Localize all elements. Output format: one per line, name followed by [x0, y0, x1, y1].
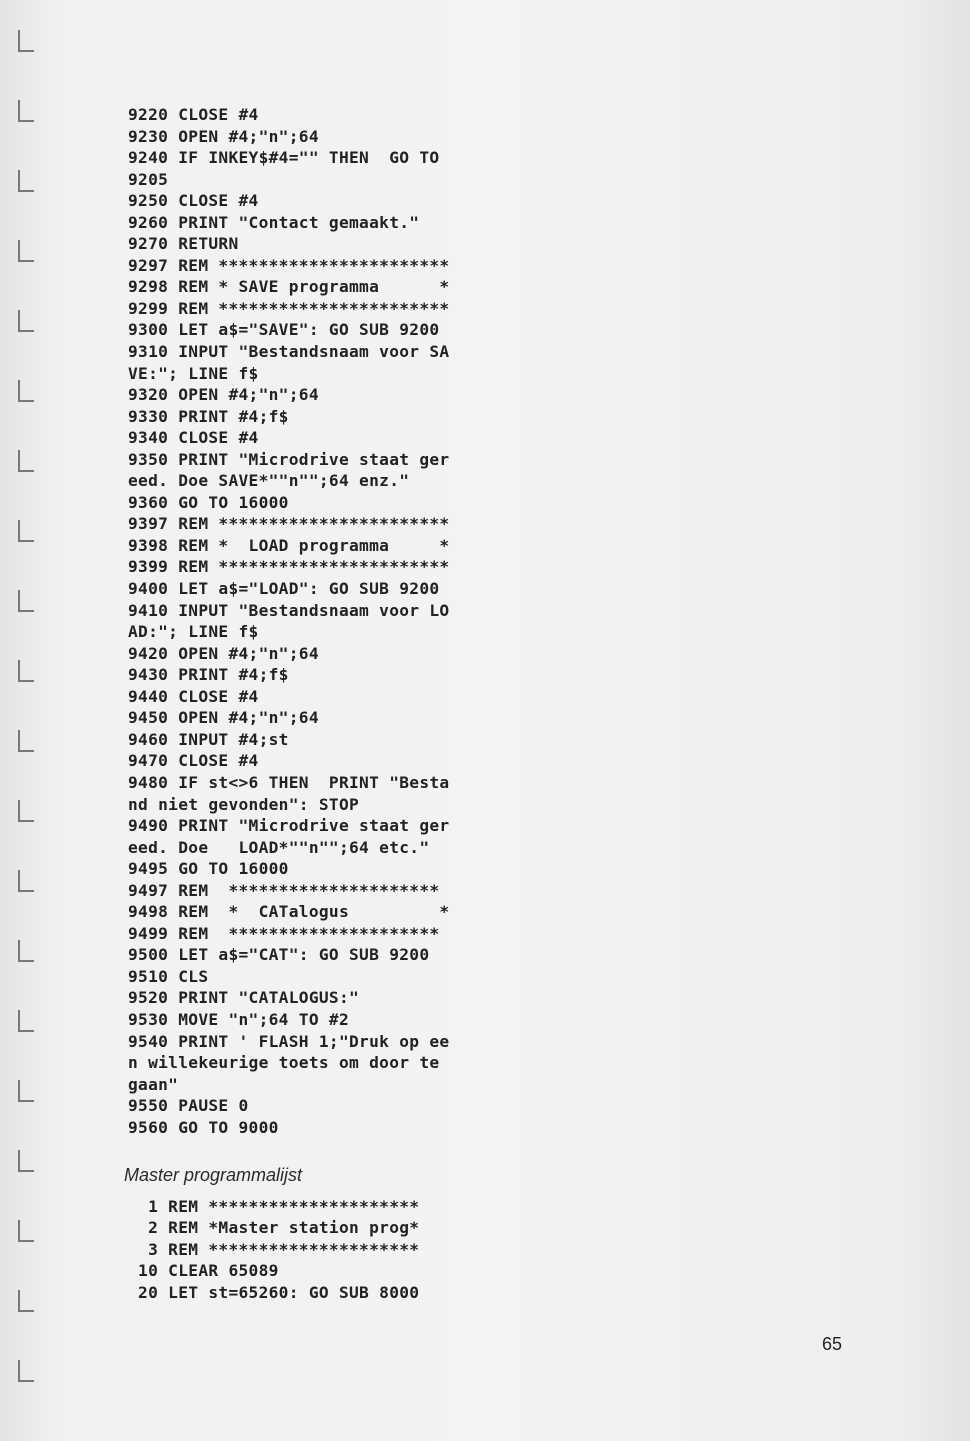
binding-mark	[18, 1010, 34, 1032]
spiral-binding	[14, 0, 44, 1441]
code-line: 9500 LET a$="CAT": GO SUB 9200	[128, 945, 430, 965]
binding-mark	[18, 1150, 34, 1172]
code-line: 9499 REM *********************	[128, 923, 440, 943]
code-line: 9298 REM * SAVE programma *	[128, 277, 450, 297]
code-line: n willekeurige toets om door te	[128, 1053, 440, 1073]
code-line: 9497 REM *********************	[128, 880, 440, 900]
page-number: 65	[822, 1334, 843, 1354]
code-line: 9470 CLOSE #4	[128, 751, 259, 771]
code-line: 9220 CLOSE #4	[128, 105, 259, 124]
code-line: 9360 GO TO 16000	[128, 492, 289, 512]
code-line: 9460 INPUT #4;st	[128, 729, 289, 749]
binding-mark	[18, 1290, 34, 1312]
code-line: eed. Doe SAVE*""n"";64 enz."	[128, 471, 410, 491]
code-line: 10 CLEAR 65089	[128, 1261, 279, 1281]
code-line: 9400 LET a$="LOAD": GO SUB 9200	[128, 579, 440, 599]
code-line: 9350 PRINT "Microdrive staat ger	[128, 449, 450, 469]
code-line: 9330 PRINT #4;f$	[128, 406, 289, 426]
code-line: 9300 LET a$="SAVE": GO SUB 9200	[128, 320, 440, 340]
binding-mark	[18, 1220, 34, 1242]
section-title: Master programmalijst	[124, 1165, 303, 1185]
code-line: 9560 GO TO 9000	[128, 1117, 279, 1137]
code-line: 3 REM *********************	[128, 1239, 420, 1259]
code-line: gaan"	[128, 1074, 179, 1094]
code-line: 20 LET st=65260: GO SUB 8000	[128, 1282, 420, 1302]
code-line: eed. Doe LOAD*""n"";64 etc."	[128, 837, 430, 857]
binding-mark	[18, 660, 34, 682]
code-line: 9440 CLOSE #4	[128, 686, 259, 706]
binding-mark	[18, 310, 34, 332]
code-line: 9250 CLOSE #4	[128, 191, 259, 211]
code-line: AD:"; LINE f$	[128, 622, 259, 642]
binding-mark	[18, 590, 34, 612]
basic-listing	[128, 104, 568, 1138]
code-line: 9205	[128, 169, 169, 189]
code-line: 9399 REM ***********************	[128, 557, 450, 577]
code-line: 9240 IF INKEY$#4="" THEN GO TO	[128, 148, 440, 168]
code-line: 9520 PRINT "CATALOGUS:"	[128, 988, 360, 1008]
binding-mark	[18, 520, 34, 542]
code-line: 9260 PRINT "Contact gemaakt."	[128, 212, 420, 232]
binding-mark	[18, 240, 34, 262]
code-line: VE:"; LINE f$	[128, 363, 259, 383]
code-line: 9340 CLOSE #4	[128, 428, 259, 448]
code-line: 9480 IF st<>6 THEN PRINT "Besta	[128, 772, 450, 792]
code-line: 9297 REM ***********************	[128, 255, 450, 275]
code-line: 9490 PRINT "Microdrive staat ger	[128, 816, 450, 836]
binding-mark	[18, 800, 34, 822]
code-line: 9550 PAUSE 0	[128, 1096, 249, 1116]
code-line: 9530 MOVE "n";64 TO #2	[128, 1009, 350, 1029]
code-line: 9540 PRINT ' FLASH 1;"Druk op ee	[128, 1031, 450, 1051]
binding-mark	[18, 100, 34, 122]
binding-mark	[18, 870, 34, 892]
binding-mark	[18, 940, 34, 962]
code-line: 9410 INPUT "Bestandsnaam voor LO	[128, 600, 450, 620]
code-line: 9430 PRINT #4;f$	[128, 665, 289, 685]
binding-mark	[18, 1360, 34, 1382]
code-line: 9230 OPEN #4;"n";64	[128, 126, 319, 146]
binding-mark	[18, 170, 34, 192]
code-line: nd niet gevonden": STOP	[128, 794, 360, 814]
code-line: 9450 OPEN #4;"n";64	[128, 708, 319, 728]
code-line: 9270 RETURN	[128, 234, 239, 254]
code-line: 9495 GO TO 16000	[128, 859, 289, 879]
code-line: 9498 REM * CATalogus *	[128, 902, 450, 922]
code-line: 1 REM *********************	[128, 1197, 420, 1216]
code-line: 9398 REM * LOAD programma *	[128, 535, 450, 555]
binding-mark	[18, 30, 34, 52]
code-line: 9420 OPEN #4;"n";64	[128, 643, 319, 663]
code-line: 2 REM *Master station prog*	[128, 1218, 420, 1238]
code-line: 9510 CLS	[128, 966, 209, 986]
master-listing	[128, 1196, 568, 1303]
binding-mark	[18, 1080, 34, 1102]
binding-mark	[18, 730, 34, 752]
code-line: 9299 REM ***********************	[128, 298, 450, 318]
code-line: 9397 REM ***********************	[128, 514, 450, 534]
code-line: 9310 INPUT "Bestandsnaam voor SA	[128, 342, 450, 362]
code-line: 9320 OPEN #4;"n";64	[128, 385, 319, 405]
binding-mark	[18, 380, 34, 402]
binding-mark	[18, 450, 34, 472]
